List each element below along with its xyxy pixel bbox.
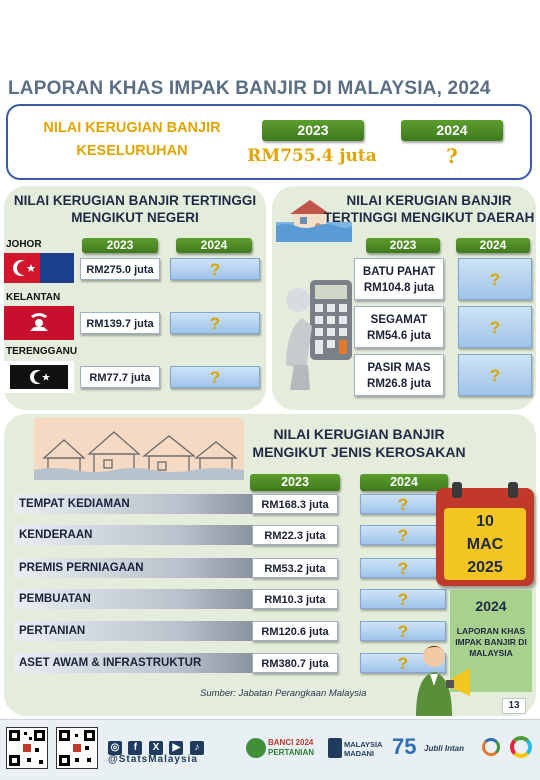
social-icons [108, 737, 206, 755]
calendar-ring-left [452, 482, 462, 498]
district-value-pasir-mas-2023: RM26.8 juta [367, 378, 431, 390]
damage-value-pembuatan-2023: RM10.3 juta [252, 589, 338, 609]
banci-logo-line2: PERTANIAN [268, 748, 315, 757]
damage-value-kenderaan-2023: RM22.3 juta [252, 525, 338, 545]
damage-value-pertanian-2023: RM120.6 juta [252, 621, 338, 641]
district-box-pasir-mas [354, 354, 444, 396]
kelantan-value-2023: RM139.7 juta [80, 312, 160, 334]
state-year-2023: 2023 [82, 238, 158, 253]
state-heading-line1: NILAI KERUGIAN BANJIR TERTINGGI [13, 193, 257, 208]
summary-value-2024: ? [446, 144, 458, 168]
johor-value-2023: RM275.0 juta [80, 258, 160, 280]
damage-heading-line1: NILAI KERUGIAN BANJIR [273, 426, 445, 442]
qr-code-2[interactable] [56, 727, 98, 769]
district-name-pasir-mas: PASIR MAS [367, 362, 431, 374]
jubli-logo-text: Jubli Intan [424, 744, 464, 753]
district-box-batu-pahat [354, 258, 444, 300]
damage-value-premis-perniagaan-2023: RM53.2 juta [252, 558, 338, 578]
district-name-segamat: SEGAMAT [370, 314, 428, 326]
instagram-icon[interactable]: ◎ [108, 741, 122, 755]
facebook-icon[interactable]: f [128, 741, 142, 755]
madani-logo-line2: MADANI [344, 749, 374, 758]
tiktok-icon[interactable]: ♪ [190, 741, 204, 755]
ministry-logo-icon [482, 738, 500, 756]
damage-type-tempat-kediaman: TEMPAT KEDIAMAN [14, 494, 252, 514]
district-name-batu-pahat: BATU PAHAT [362, 266, 436, 278]
summary-value-2023: RM755.4 juta [247, 146, 377, 166]
calendar-date [444, 508, 526, 580]
damage-value-pertanian-2024: ? [360, 621, 446, 641]
report-title: LAPORAN KHAS IMPAK BANJIR DI MALAYSIA, 2024 [8, 78, 491, 99]
damage-year-2023: 2023 [250, 474, 340, 491]
johor-value-2024: ? [170, 258, 260, 280]
damage-value-aset-awam-2023: RM380.7 juta [252, 653, 338, 673]
qr-code-1[interactable] [6, 727, 48, 769]
houses-illustration [34, 418, 244, 480]
state-heading-line2: MENGIKUT NEGERI [71, 210, 199, 225]
terengganu-value-2024: ? [170, 366, 260, 388]
madani-logo-icon [328, 738, 342, 758]
terengganu-value-2023: RM77.7 juta [80, 366, 160, 388]
damage-type-premis-perniagaan: PREMIS PERNIAGAAN [14, 558, 252, 578]
district-year-2023: 2023 [366, 238, 440, 253]
johor-flag-icon [4, 253, 74, 283]
terengganu-flag-icon [4, 361, 74, 393]
banci-logo-icon [246, 738, 266, 758]
calendar-month: MAC [466, 536, 504, 553]
damage-value-aset-awam-2024: ? [360, 653, 446, 673]
social-handle[interactable]: @StatsMalaysia [108, 754, 198, 765]
page-number: 13 [502, 698, 526, 714]
district-year-2024: 2024 [456, 238, 530, 253]
state-label-terengganu: TERENGGANU [6, 346, 78, 357]
youtube-icon[interactable]: ▶ [169, 741, 183, 755]
damage-year-2024: 2024 [360, 474, 448, 491]
jubli-logo-number: 75 [392, 734, 417, 759]
summary-label-line1: NILAI KERUGIAN BANJIR [43, 120, 221, 136]
summary-year-2023: 2023 [262, 120, 364, 141]
calendar-ring-right [508, 482, 518, 498]
summary-box [6, 104, 532, 180]
calculator-illustration [280, 270, 358, 395]
calendar-day: 10 [476, 513, 494, 530]
summary-label-line2: KESELURUHAN [76, 143, 188, 159]
state-label-johor: JOHOR [6, 239, 42, 250]
x-icon[interactable]: X [149, 741, 163, 755]
megaphone-man-illustration [412, 638, 476, 716]
damage-type-kenderaan: KENDERAAN [14, 525, 252, 545]
banci-logo-text [268, 738, 314, 758]
damage-value-tempat-kediaman-2024: ? [360, 494, 446, 514]
source-note: Sumber: Jabatan Perangkaan Malaysia [200, 688, 367, 699]
state-year-2024: 2024 [176, 238, 252, 253]
sdg-wheel-icon [510, 736, 532, 758]
district-value-segamat-2023: RM54.6 juta [367, 330, 431, 342]
district-box-segamat [354, 306, 444, 348]
kelantan-flag-icon [4, 306, 74, 340]
district-heading-line2: TERTINGGI MENGIKUT DAERAH [323, 210, 535, 225]
release-note-line2: IMPAK BANJIR DI [455, 637, 527, 647]
release-note-line3: MALAYSIA [469, 648, 513, 658]
district-value-batu-pahat-2024: ? [458, 258, 532, 300]
district-value-segamat-2024: ? [458, 306, 532, 348]
damage-value-pembuatan-2024: ? [360, 589, 446, 609]
district-heading-line1: NILAI KERUGIAN BANJIR [346, 193, 512, 208]
state-label-kelantan: KELANTAN [6, 292, 61, 303]
district-value-pasir-mas-2024: ? [458, 354, 532, 396]
damage-value-premis-perniagaan-2024: ? [360, 558, 446, 578]
damage-type-pembuatan: PEMBUATAN [14, 589, 252, 609]
calendar-year: 2025 [467, 559, 503, 576]
madani-logo-text [344, 740, 382, 758]
madani-logo-line1: MALAYSIA [344, 740, 383, 749]
release-note-year: 2024 [475, 598, 507, 614]
damage-type-pertanian: PERTANIAN [14, 621, 252, 641]
summary-year-2024: 2024 [401, 120, 503, 141]
damage-type-aset-awam: ASET AWAM & INFRASTRUKTUR [14, 653, 252, 673]
kelantan-value-2024: ? [170, 312, 260, 334]
district-value-batu-pahat-2023: RM104.8 juta [363, 282, 435, 294]
damage-heading-line2: MENGIKUT JENIS KEROSAKAN [252, 444, 466, 460]
damage-value-kenderaan-2024: ? [360, 525, 446, 545]
release-note-line1: LAPORAN KHAS [456, 626, 526, 636]
banci-logo-line1: BANCI 2024 [268, 738, 314, 747]
damage-value-tempat-kediaman-2023: RM168.3 juta [252, 494, 338, 514]
